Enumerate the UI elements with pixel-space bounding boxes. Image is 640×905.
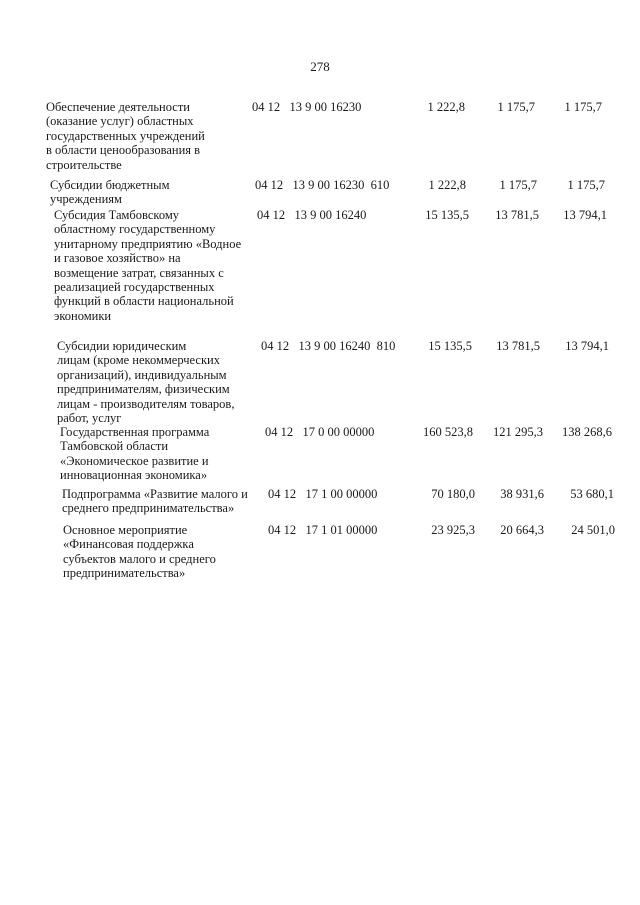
row-description: Субсидии бюджетным учреждениям: [50, 178, 170, 207]
row-value-2: 13 781,5: [496, 339, 540, 353]
row-code: 04 12 13 9 00 16230 610: [255, 178, 390, 192]
row-value-2: 1 175,7: [497, 100, 535, 114]
row-value-1: 1 222,8: [428, 178, 466, 192]
row-value-3: 138 268,6: [562, 425, 612, 439]
row-value-2: 1 175,7: [499, 178, 537, 192]
row-value-2: 20 664,3: [500, 523, 544, 537]
row-value-3: 53 680,1: [570, 487, 614, 501]
row-value-1: 23 925,3: [431, 523, 475, 537]
row-value-3: 24 501,0: [571, 523, 615, 537]
row-code: 04 12 17 1 01 00000: [268, 523, 378, 537]
row-description: Основное мероприятие «Финансовая поддержка субъектов малого и среднего предпринимательства»: [63, 523, 216, 581]
row-value-1: 70 180,0: [431, 487, 475, 501]
row-code: 04 12 13 9 00 16240: [257, 208, 367, 222]
row-value-2: 121 295,3: [493, 425, 543, 439]
page-number: 278: [310, 59, 330, 74]
row-value-1: 15 135,5: [428, 339, 472, 353]
row-description: Субсидия Тамбовскому областному государственному унитарному предприятию «Водное и газовое хозяйство» на возмещение затрат, связанных с реализацией государственных функций в области национальной экономики: [54, 208, 242, 323]
row-value-3: 13 794,1: [565, 339, 609, 353]
row-value-3: 13 794,1: [563, 208, 607, 222]
row-value-1: 160 523,8: [423, 425, 473, 439]
row-code: 04 12 17 1 00 00000: [268, 487, 378, 501]
row-code: 04 12 13 9 00 16230: [252, 100, 362, 114]
row-value-1: 1 222,8: [427, 100, 465, 114]
row-code: 04 12 17 0 00 00000: [265, 425, 375, 439]
row-description: Обеспечение деятельности (оказание услуг) областных государственных учреждений в области ценообразования в строительстве: [46, 100, 205, 172]
row-value-3: 1 175,7: [564, 100, 602, 114]
row-value-2: 38 931,6: [500, 487, 544, 501]
row-description: Подпрограмма «Развитие малого и среднего предпринимательства»: [62, 487, 248, 516]
row-code: 04 12 13 9 00 16240 810: [261, 339, 396, 353]
row-description: Субсидии юридическим лицам (кроме некоммерческих организаций), индивидуальным предпринимателям, физическим лицам - производителям товаров, работ, услуг: [57, 339, 235, 426]
row-value-1: 15 135,5: [425, 208, 469, 222]
row-value-3: 1 175,7: [567, 178, 605, 192]
row-value-2: 13 781,5: [495, 208, 539, 222]
row-description: Государственная программа Тамбовской области «Экономическое развитие и инновационная экономика»: [60, 425, 210, 483]
